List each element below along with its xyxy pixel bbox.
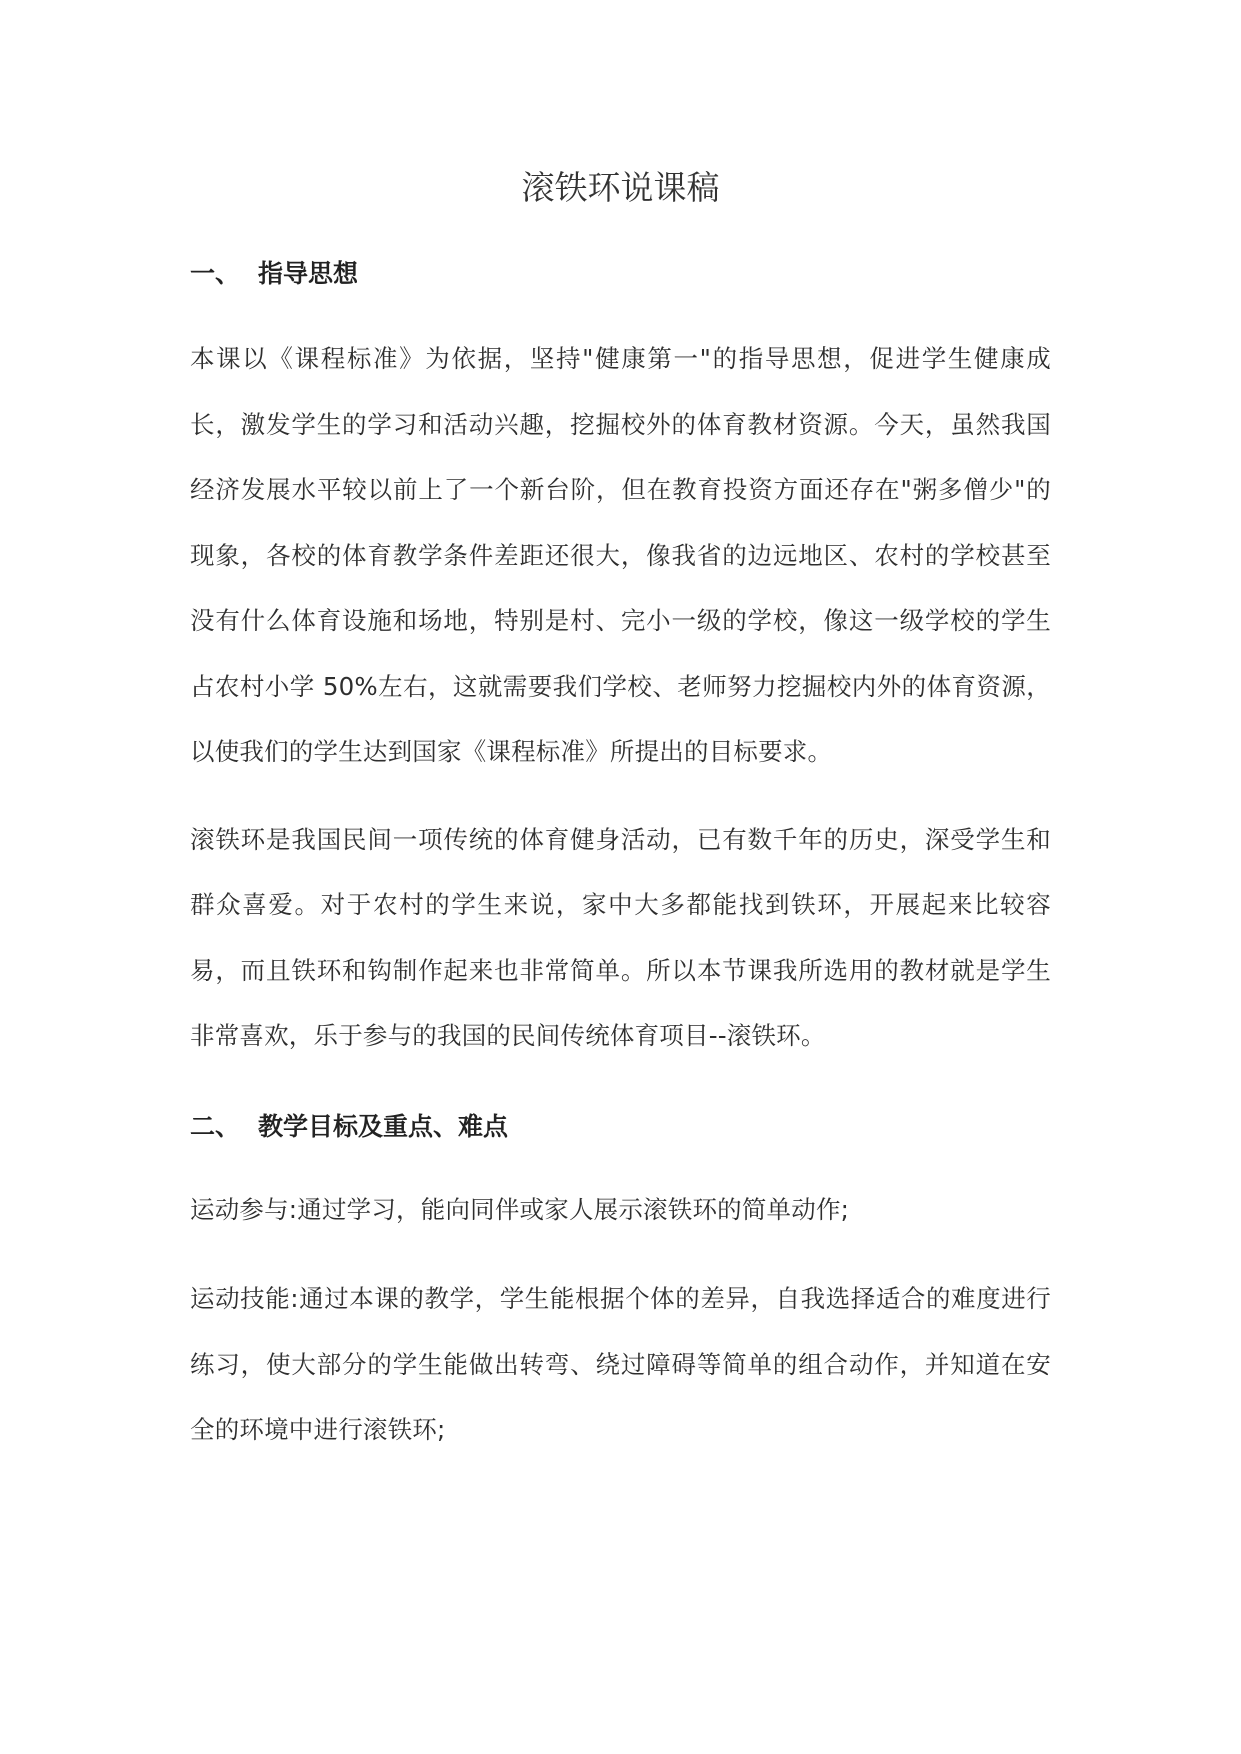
section-number: 二、: [190, 1111, 241, 1141]
paragraph: 滚铁环是我国民间一项传统的体育健身活动，已有数千年的历史，深受学生和群众喜爱。对于农村的学生来说，家中大多都能找到铁环，开展起来比较容易，而且铁环和钩制作起来也非常简单。所以本节课我所选用的教材就是学生非常喜欢，乐于参与的我国的民间传统体育项目--滚铁环。: [190, 824, 1051, 1050]
paragraph: 运动技能:通过本课的教学，学生能根据个体的差异，自我选择适合的难度进行练习，使大部分的学生能做出转弯、绕过障碍等简单的组合动作，并知道在安全的环境中进行滚铁环;: [190, 1284, 1051, 1444]
section-heading-guiding-ideology: [190, 254, 1051, 294]
paragraph: 本课以《课程标准》为依据，坚持"健康第一"的指导思想，促进学生健康成长，激发学生的学习和活动兴趣，挖掘校外的体育教材资源。今天，虽然我国经济发展水平较以前上了一个新台阶，但在教育投资方面还存在"粥多僧少"的现象，各校的体育教学条件差距还很大，像我省的边远地区、农村的学校甚至没有什么体育设施和场地，特别是村、完小一级的学校，像这一级学校的学生占农村小学 50%左右，这就需要我们学校、老师努力挖掘校内外的体育资源，以使我们的学生达到国家《课程标准》所提出的目标要求。: [190, 344, 1051, 766]
section-number: 一、: [190, 259, 241, 288]
section-heading-text: 指导思想: [258, 259, 359, 288]
section-heading-text: 教学目标及重点、难点: [258, 1111, 509, 1141]
paragraph: 运动参与:通过学习，能向同伴或家人展示滚铁环的简单动作;: [190, 1194, 850, 1224]
document-title: 滚铁环说课稿: [521, 168, 720, 207]
section-heading-teaching-goals: [190, 1107, 1051, 1147]
